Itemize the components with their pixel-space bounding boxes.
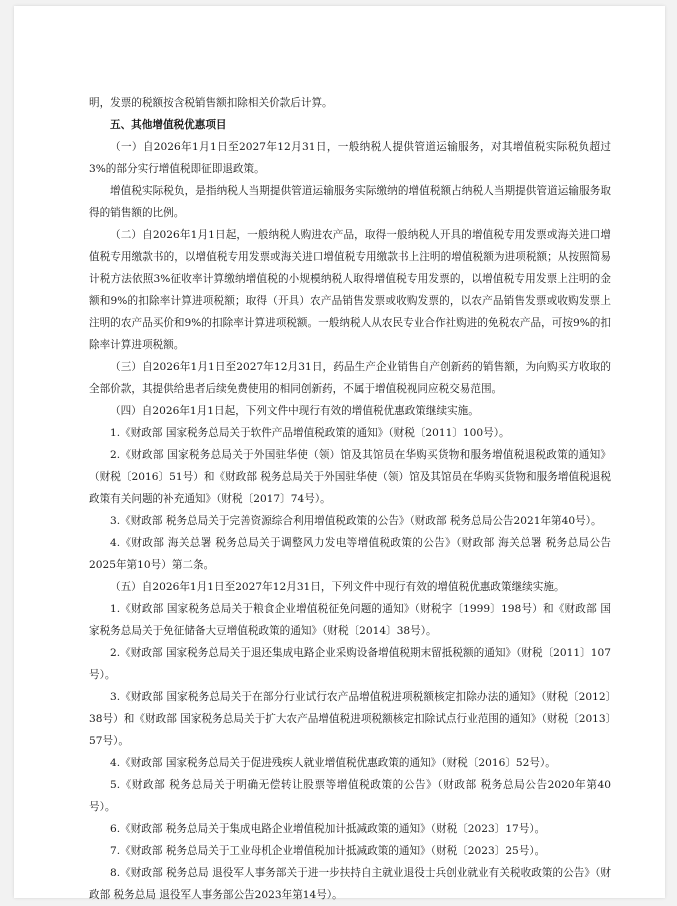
paragraph-continuation: 明，发票的税额按含税销售额扣除相关价款后计算。 <box>89 97 333 109</box>
paragraph-item-3: （三）自2026年1月1日至2027年12月31日，药品生产企业销售自产创新药的销售额，为向购买方收取的全部价款，其提供给患者后续免费使用的相同创新药，不属于增值税视同应税交易范围。 <box>89 361 611 395</box>
list-item: 3.《财政部 国家税务总局关于在部分行业试行农产品增值税进项税额核定扣除办法的通知》（财税〔2012〕38号）和《财政部 国家税务总局关于扩大农产品增值税进项税额核定扣除试点行业范围的通知》（财税〔2013〕57号）。 <box>89 691 611 747</box>
list-item: 7.《财政部 税务总局关于工业母机企业增值税加计抵减政策的通知》（财税〔2023〕25号）。 <box>110 845 546 857</box>
list-item: 6.《财政部 税务总局关于集成电路企业增值税加计抵减政策的通知》（财税〔2023〕17号）。 <box>110 823 546 835</box>
paragraph-definition: 增值税实际税负，是指纳税人当期提供管道运输服务实际缴纳的增值税额占纳税人当期提供管道运输服务取得的销售额的比例。 <box>89 185 611 219</box>
list-item: 5.《财政部 税务总局关于明确无偿转让股票等增值税政策的公告》（财政部 税务总局公告2020年第40号）。 <box>89 779 611 813</box>
document-body <box>89 92 611 906</box>
list-item: 1.《财政部 国家税务总局关于软件产品增值税政策的通知》（财税〔2011〕100号）。 <box>110 427 510 439</box>
document-page <box>14 6 665 901</box>
paragraph-item-1: （一）自2026年1月1日至2027年12月31日，一般纳税人提供管道运输服务，对其增值税实际税负超过3%的部分实行增值税即征即退政策。 <box>89 141 611 175</box>
paragraph-item-2: （二）自2026年1月1日起，一般纳税人购进农产品，取得一般纳税人开具的增值税专用发票或海关进口增值税专用缴款书的，以增值税专用发票或海关进口增值税专用缴款书上注明的增值税额为进项税额；从按照简易计税方法依照3%征收率计算缴纳增值税的小规模纳税人取得增值税专用发票的，以增值税专用发票上注明的金额和9%的扣除率计算进项税额；取得（开具）农产品销售发票或收购发票的，以农产品销售发票或收购发票上注明的农产品买价和9%的扣除率计算进项税额。一般纳税人从农民专业合作社购进的免税农产品，可按9%的扣除率计算进项税额。 <box>89 229 611 351</box>
paragraph-item-5: （五）自2026年1月1日至2027年12月31日，下列文件中现行有效的增值税优惠政策继续实施。 <box>110 581 565 593</box>
list-item: 3.《财政部 税务总局关于完善资源综合利用增值税政策的公告》（财政部 税务总局公告2021年第40号）。 <box>110 515 602 527</box>
list-item: 4.《财政部 海关总署 税务总局关于调整风力发电等增值税政策的公告》（财政部 海关总署 税务总局公告2025年第10号）第二条。 <box>89 537 611 571</box>
list-item: 8.《财政部 税务总局 退役军人事务部关于进一步扶持自主就业退役士兵创业就业有关税收政策的公告》（财政部 税务总局 退役军人事务部公告2023年第14号）。 <box>89 867 611 901</box>
list-item: 2.《财政部 国家税务总局关于退还集成电路企业采购设备增值税期末留抵税额的通知》（财税〔2011〕107号）。 <box>89 647 611 681</box>
list-item: 4.《财政部 国家税务总局关于促进残疾人就业增值税优惠政策的通知》（财税〔2016〕52号）。 <box>110 757 556 769</box>
list-item: 2.《财政部 国家税务总局关于外国驻华使（领）馆及其馆员在华购买货物和服务增值税退税政策的通知》（财税〔2016〕51号）和《财政部 税务总局关于外国驻华使（领）馆及其馆员在华购买货物和服务增值税退税政策有关问题的补充通知》（财税〔2017〕74号）。 <box>89 449 611 505</box>
paragraph-item-4: （四）自2026年1月1日起，下列文件中现行有效的增值税优惠政策继续实施。 <box>110 405 479 417</box>
section-heading-5: 五、其他增值税优惠项目 <box>110 119 227 131</box>
list-item: 1.《财政部 国家税务总局关于粮食企业增值税征免问题的通知》（财税字〔1999〕198号）和《财政部 国家税务总局关于免征储备大豆增值税政策的通知》（财税〔2014〕38号）。 <box>89 603 611 637</box>
